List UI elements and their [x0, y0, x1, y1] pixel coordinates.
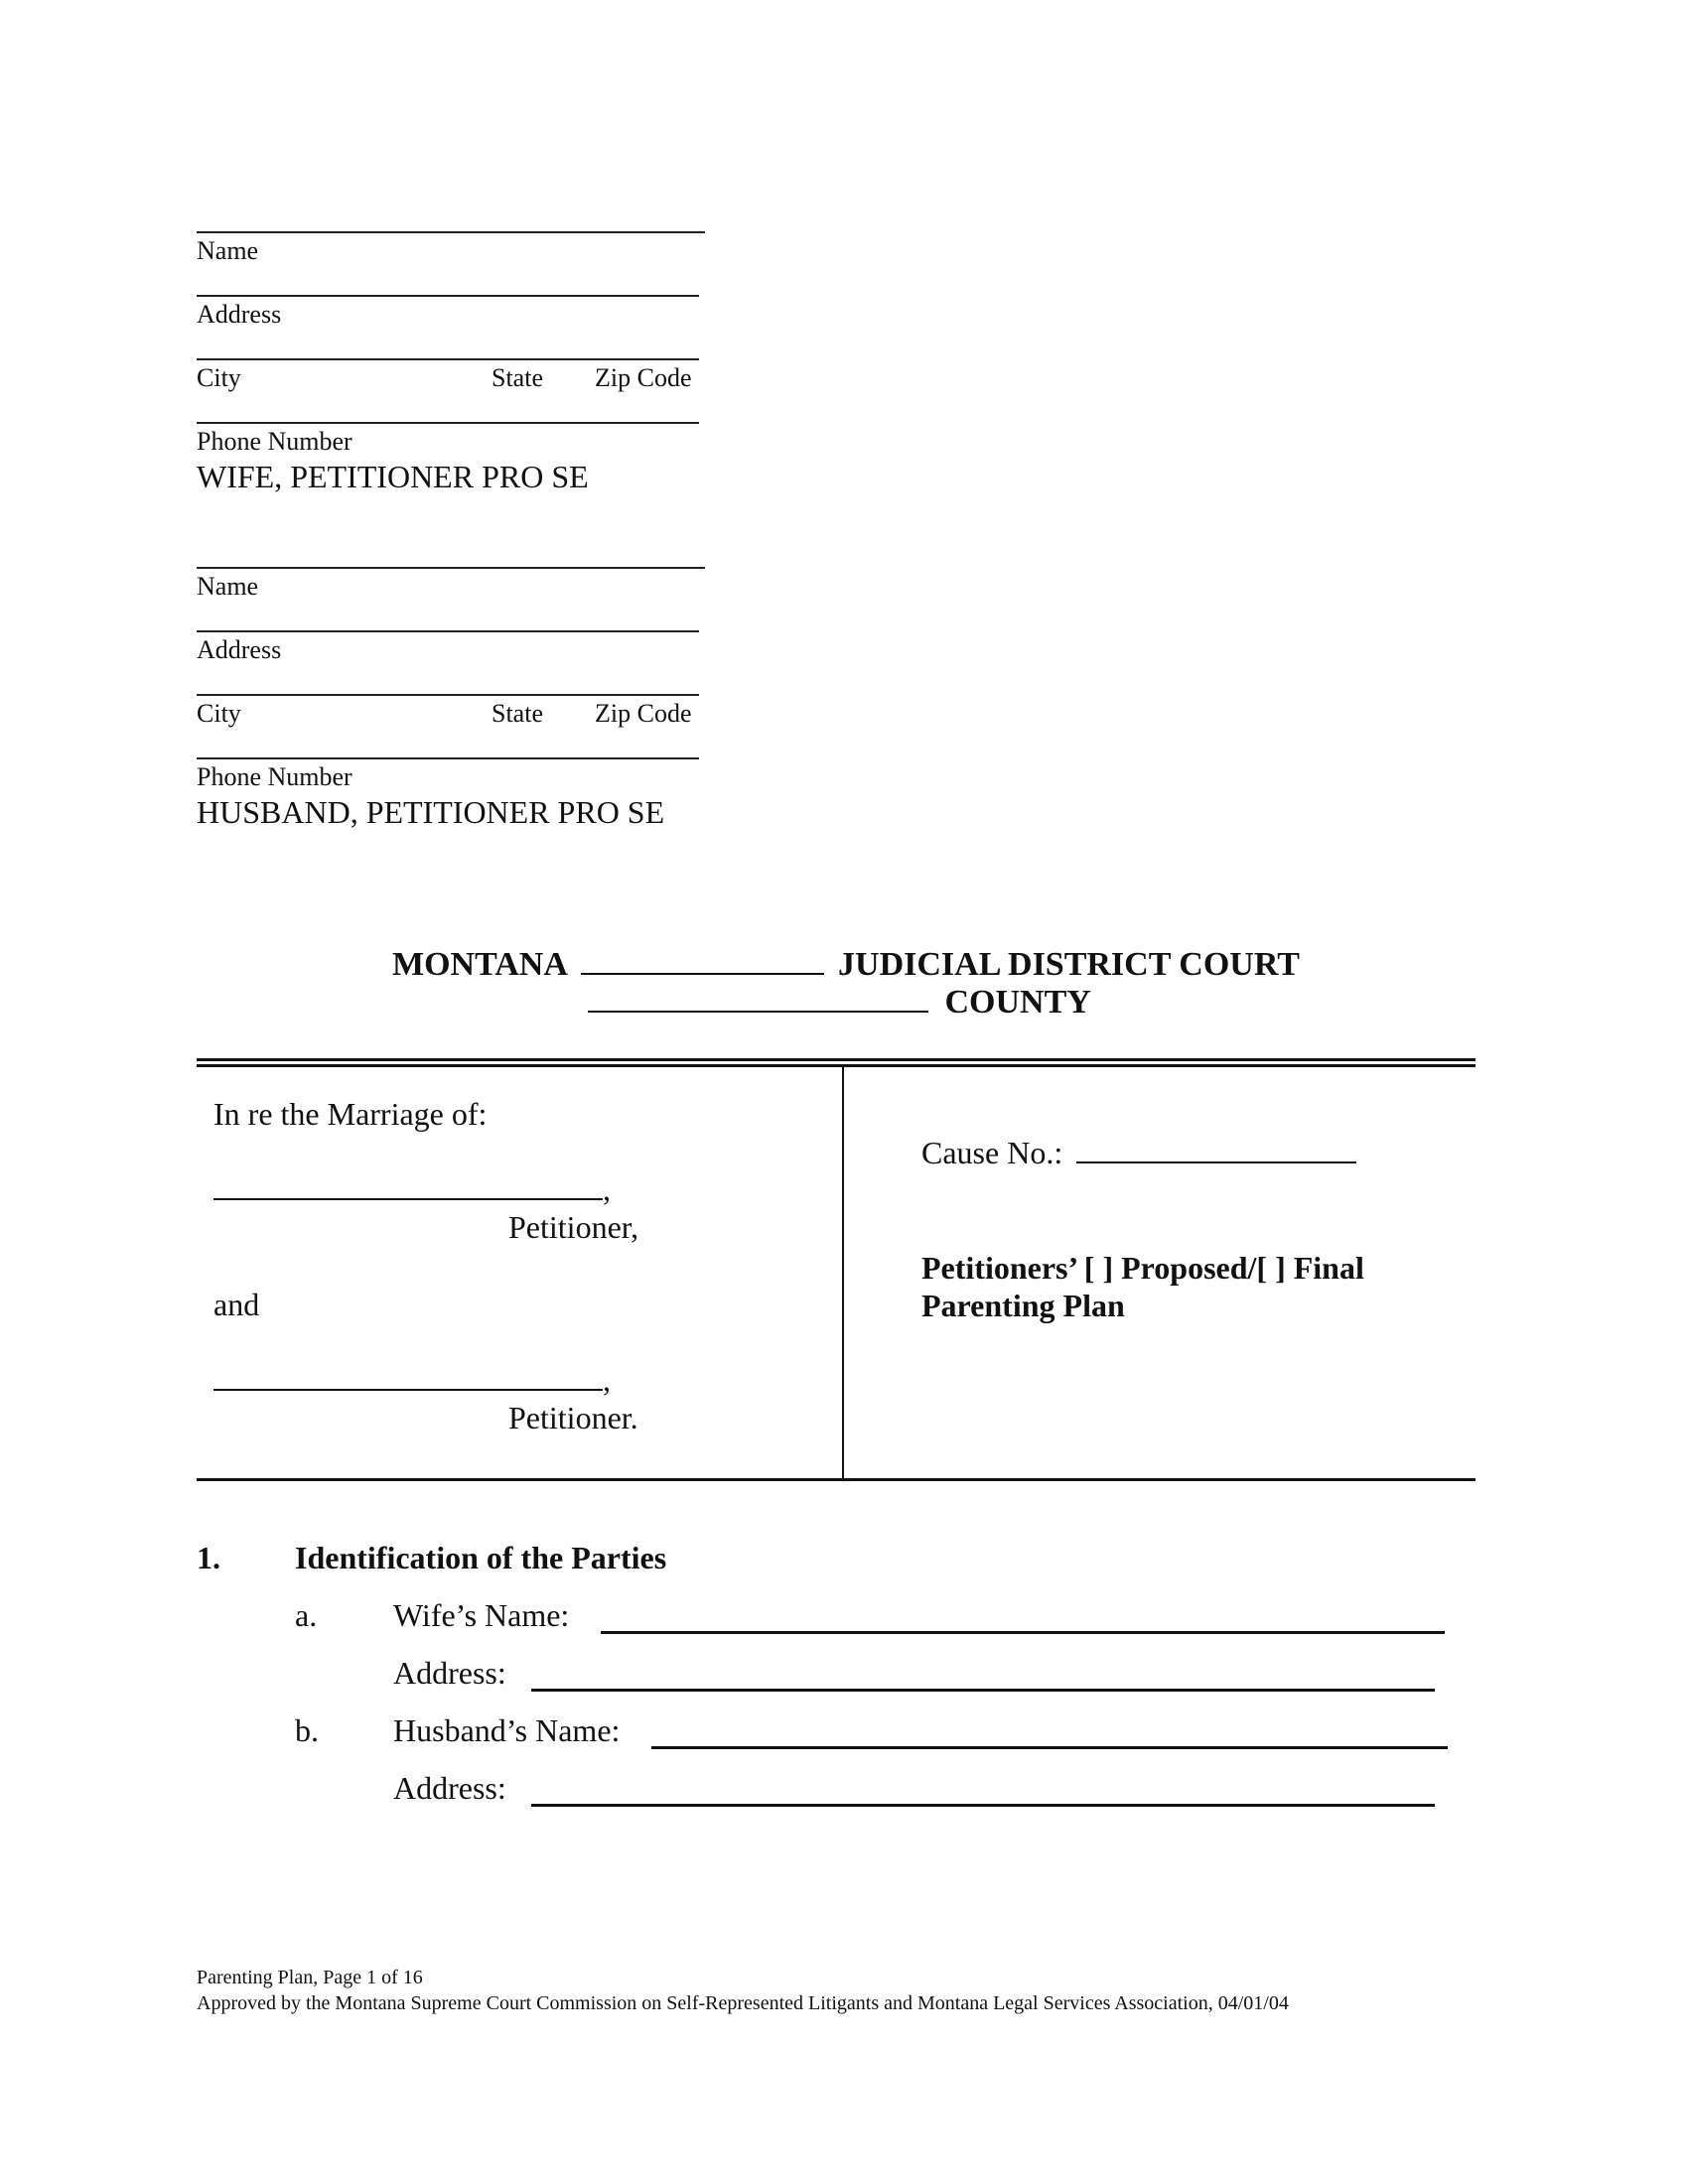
cause-number-label: Cause No.:: [921, 1135, 1063, 1170]
district-number-blank[interactable]: [581, 949, 824, 975]
court-line-1: [392, 946, 1300, 984]
petitioner1-name-blank[interactable]: [213, 1174, 603, 1200]
in-re-label: In re the Marriage of:: [213, 1096, 488, 1132]
item-a-letter: a.: [295, 1597, 318, 1633]
item-b-letter: b.: [295, 1712, 319, 1748]
husband-zip-label: Zip Code: [595, 699, 692, 728]
cause-number-blank[interactable]: [1076, 1138, 1356, 1163]
court-line-2: [588, 984, 1091, 1022]
wife-zip-label: Zip Code: [595, 363, 692, 392]
husband-city-label: City: [197, 699, 241, 728]
petitioner2-label: Petitioner.: [508, 1400, 638, 1435]
husband-address-label: Address: [197, 635, 282, 664]
footer-approval: Approved by the Montana Supreme Court Commission on Self-Represented Litigants and Montana Legal Services Association, 04/01/04: [197, 1992, 1289, 2014]
wife-name-field-label: Wife’s Name:: [393, 1597, 570, 1633]
caption-bottom-rule: [197, 1478, 1476, 1481]
petitioner1-name-row: [213, 1171, 611, 1207]
husband-address-line[interactable]: [197, 630, 699, 632]
footer-page-number: Parenting Plan, Page 1 of 16: [197, 1967, 423, 1988]
wife-name-field[interactable]: [601, 1631, 1445, 1634]
wife-role-label: WIFE, PETITIONER PRO SE: [197, 459, 589, 494]
husband-phone-line[interactable]: [197, 757, 699, 759]
husband-name-line[interactable]: [197, 567, 705, 569]
husband-city-line[interactable]: [197, 694, 699, 696]
petitioner1-comma: ,: [603, 1171, 611, 1207]
wife-name-label: Name: [197, 236, 259, 265]
petitioner2-comma: ,: [603, 1362, 611, 1398]
plan-title-line-2: Parenting Plan: [921, 1288, 1125, 1323]
petitioner2-name-blank[interactable]: [213, 1365, 603, 1391]
petitioner2-name-row: [213, 1362, 611, 1398]
husband-name-field-label: Husband’s Name:: [393, 1712, 621, 1748]
section-heading: Identification of the Parties: [295, 1540, 667, 1575]
husband-state-label: State: [492, 699, 543, 728]
husband-role-label: HUSBAND, PETITIONER PRO SE: [197, 794, 665, 830]
wife-city-label: City: [197, 363, 241, 392]
wife-name-line[interactable]: [197, 231, 705, 233]
wife-address-label: Address: [197, 300, 282, 329]
court-state: MONTANA: [392, 946, 567, 983]
wife-city-line[interactable]: [197, 358, 699, 360]
caption-divider: [842, 1066, 844, 1479]
and-label: and: [213, 1287, 260, 1322]
petitioner1-label: Petitioner,: [508, 1209, 639, 1245]
wife-phone-label: Phone Number: [197, 427, 352, 456]
wife-address-line[interactable]: [197, 295, 699, 297]
husband-phone-label: Phone Number: [197, 762, 352, 791]
section-number: 1.: [197, 1540, 220, 1575]
court-county-label: COUNTY: [944, 984, 1091, 1021]
caption-top-rule-2: [197, 1064, 1476, 1067]
county-name-blank[interactable]: [588, 987, 928, 1013]
husband-name-label: Name: [197, 572, 259, 601]
wife-address-field[interactable]: [531, 1689, 1435, 1692]
wife-state-label: State: [492, 363, 543, 392]
caption-top-rule-1: [197, 1058, 1476, 1061]
plan-title-line-1: Petitioners’ [ ] Proposed/[ ] Final: [921, 1250, 1364, 1286]
husband-address-field[interactable]: [531, 1804, 1435, 1807]
court-district-label: JUDICIAL DISTRICT COURT: [838, 946, 1300, 983]
cause-number-row: [921, 1135, 1356, 1170]
husband-name-field[interactable]: [651, 1746, 1448, 1749]
wife-phone-line[interactable]: [197, 422, 699, 424]
husband-address-field-label: Address:: [393, 1770, 506, 1806]
wife-address-field-label: Address:: [393, 1655, 506, 1691]
